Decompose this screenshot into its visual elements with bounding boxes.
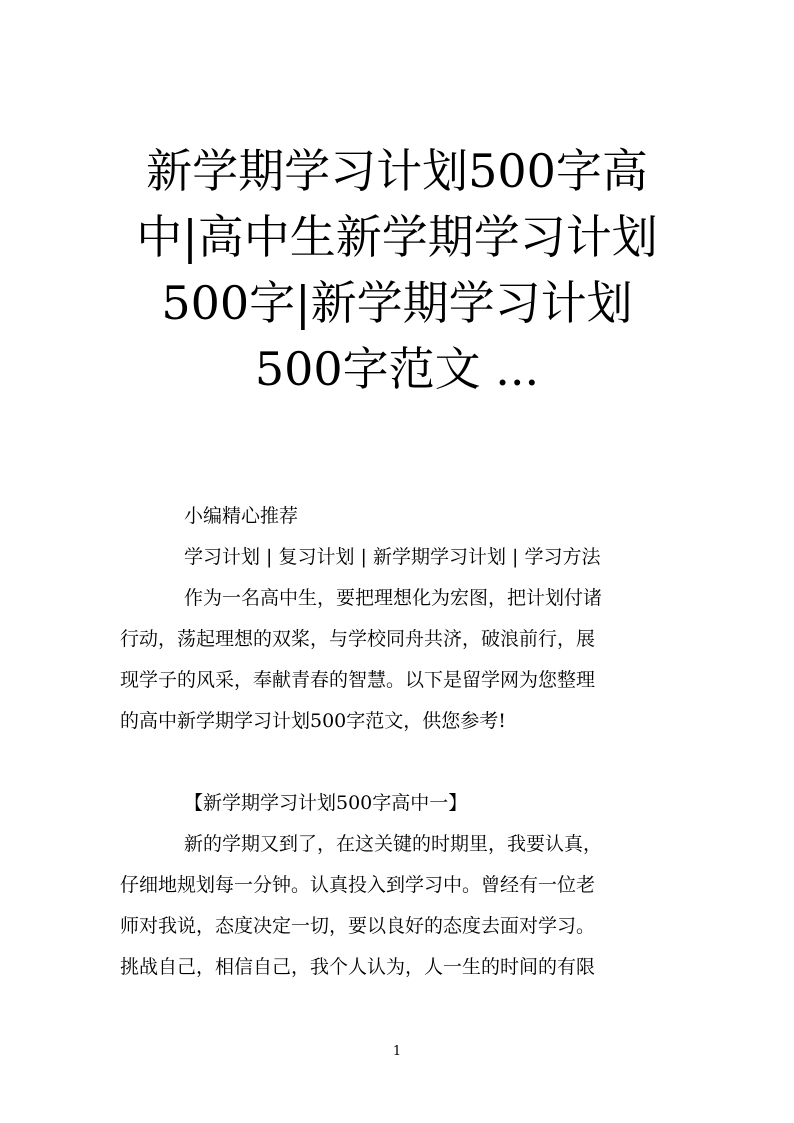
paragraph-line: 师对我说，态度决定一切，要以良好的态度去面对学习。 — [120, 915, 596, 937]
title-line-1: 新学期学习计划500字高 — [146, 144, 648, 198]
related-links-text[interactable]: 学习计划 | 复习计划 | 新学期学习计划 | 学习方法 — [184, 546, 601, 568]
paragraph-line: 行动，荡起理想的双桨，与学校同舟共济，破浪前行，展 — [120, 628, 596, 650]
page-number: 1 — [392, 1044, 402, 1059]
paragraph-line: 仔细地规划每一分钟。认真投入到学习中。曾经有一位老 — [120, 874, 596, 896]
intro-paragraph — [120, 578, 680, 742]
paragraph-line: 的高中新学期学习计划500字范文，供您参考! — [120, 710, 506, 732]
paragraph-line: 挑战自己，相信自己，我个人认为，人一生的时间的有限 — [120, 956, 596, 978]
section-heading: 【新学期学习计划500字高中一】 — [184, 792, 468, 814]
paragraph-line: 现学子的风采，奉献青春的智慧。以下是留学网为您整理 — [120, 669, 596, 691]
section-paragraph — [120, 824, 680, 988]
title-line-3: 500字|新学期学习计划 — [161, 276, 633, 330]
title-line-4: 500字范文 ... — [254, 342, 540, 396]
recommend-label: 小编精心推荐 — [184, 505, 299, 527]
paragraph-line: 新的学期又到了，在这关键的时期里，我要认真， — [184, 833, 603, 855]
document-title — [100, 138, 694, 402]
paragraph-line: 作为一名高中生，要把理想化为宏图，把计划付诸 — [184, 587, 603, 609]
related-links[interactable] — [120, 537, 744, 578]
title-line-2: 中|高中生新学期学习计划 — [136, 210, 658, 264]
